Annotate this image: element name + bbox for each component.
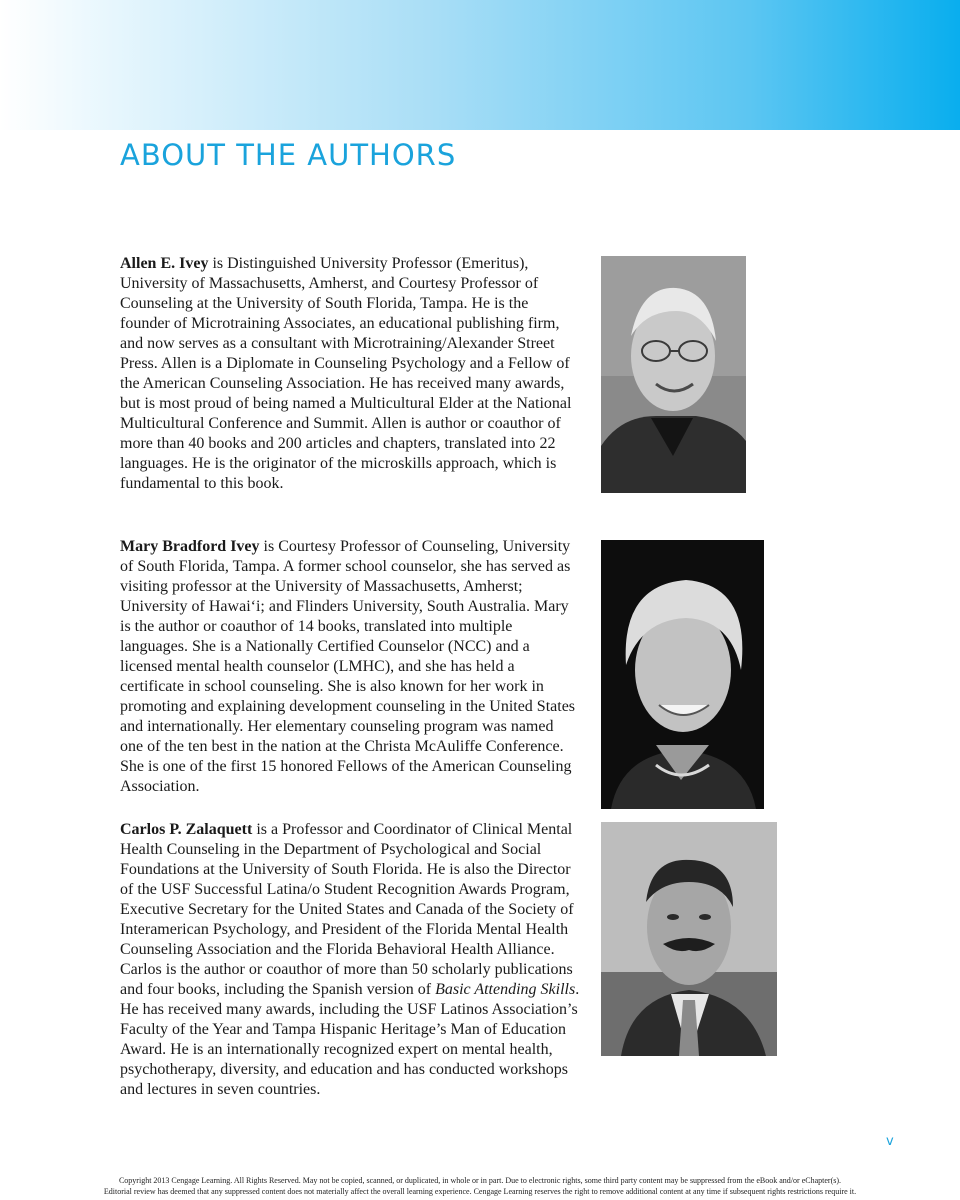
portrait-older-man-glasses-icon — [601, 256, 746, 493]
author-name: Mary Bradford Ivey — [120, 538, 260, 555]
portrait-man-mustache-suit-icon — [601, 822, 777, 1056]
header-gradient-band — [0, 0, 960, 130]
page-title: ABOUT THE AUTHORS — [120, 138, 457, 172]
portrait-mary-ivey — [601, 540, 764, 809]
author-bio-allen-ivey — [120, 254, 580, 494]
portrait-woman-short-hair-icon — [601, 540, 764, 809]
author-bio-text-cont: . He has received many awards, including the USF Latinos Association’s Faculty of the Year and Tampa Hispanic Heritage’s Man of Education Award. He is an internationally recognized expert on mental health, psychotherapy, diversity, and education and has conducted workshops and lectures in seven countries. — [120, 981, 580, 1098]
copyright-line: Copyright 2013 Cengage Learning. All Rights Reserved. May not be copied, scanned, or duplicated, in whole or in part. Due to electronic rights, some third party content may be suppressed from the eBook and/or eChapter(s). — [118, 1176, 842, 1185]
portrait-allen-ivey — [601, 256, 746, 493]
author-name: Carlos P. Zalaquett — [120, 821, 253, 838]
page-number: v — [886, 1134, 894, 1149]
author-bio-carlos-zalaquett — [120, 820, 580, 1100]
author-bio-text: is a Professor and Coordinator of Clinical Mental Health Counseling in the Department of Psychological and Social Foundations at the University of South Florida. He is also the Director of the USF Successful Latina/o Student Recognition Awards Program, Executive Secretary for the United States and Canada of the Society of Interamerican Psychology, and President of the Florida Mental Health Counseling Association and the Florida Behavioral Health Alliance. Carlos is the author or coauthor of more than 50 scholarly publications and four books, including the Spanish version of — [120, 821, 574, 998]
author-bio-text: is Distinguished University Professor (Emeritus), University of Massachusetts, Amherst, and Courtesy Professor of Counseling at the University of South Florida, Tampa. He is the founder of Microtraining Associates, an educational publishing firm, and now serves as a consultant with Microtraining/Alexander Street Press. Allen is a Diplomate in Counseling Psychology and a Fellow of the American Counseling Association. He has received many awards, but is most proud of being named a Multicultural Elder at the National Multicultural Conference and Summit. Allen is author or coauthor of more than 40 books and 200 articles and chapters, translated into 22 languages. He is the originator of the microskills approach, which is fundamental to this book. — [120, 255, 572, 492]
portrait-carlos-zalaquett — [601, 822, 777, 1056]
author-bio-text: is Courtesy Professor of Counseling, University of South Florida, Tampa. A former school counselor, she has served as visiting professor at the University of Massachusetts, Amherst; University of Hawai‘i; and Flinders University, South Australia. Mary is the author or coauthor of 14 books, translated into multiple languages. She is a Nationally Certified Counselor (NCC) and a licensed mental health counselor (LMHC), and she has held a certificate in school counseling. She is also known for her work in promoting and explaining development counseling in the United States and internationally. Her elementary counseling program was named one of the ten best in the nation at the Christa McAuliffe Conference. She is one of the first 15 honored Fellows of the American Counseling Association. — [120, 538, 576, 795]
author-bio-mary-ivey — [120, 537, 580, 797]
book-title: Basic Attending Skills — [435, 981, 576, 998]
copyright-line: Editorial review has deemed that any suppressed content does not materially affect the overall learning experience. Cengage Learning reserves the right to remove additional content at any time if subsequent rights restrictions require it. — [103, 1187, 857, 1196]
copyright-notice — [0, 1175, 960, 1197]
author-name: Allen E. Ivey — [120, 255, 209, 272]
